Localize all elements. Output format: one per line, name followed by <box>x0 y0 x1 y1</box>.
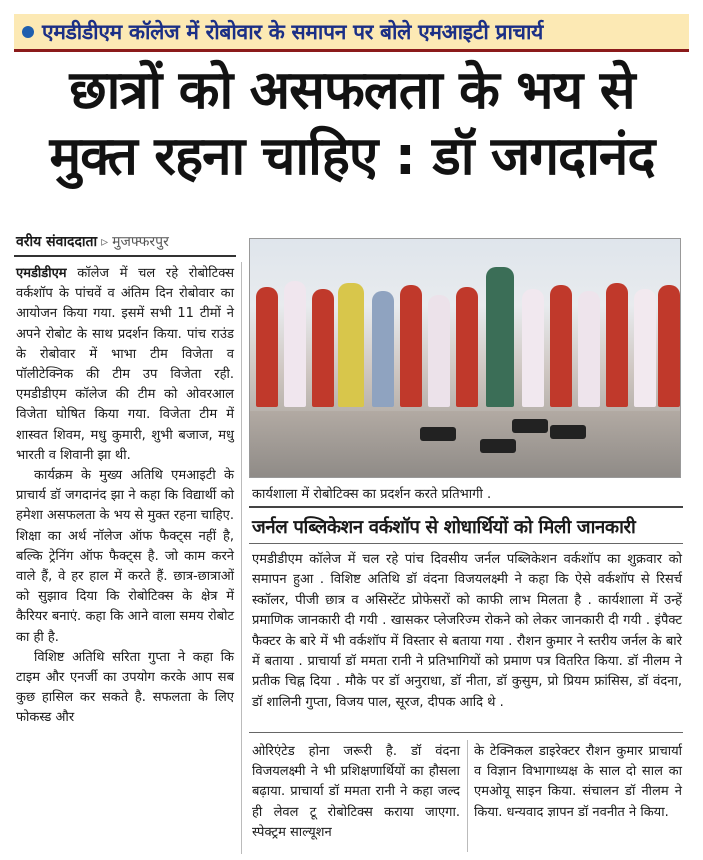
bottom-column-divider <box>467 740 468 852</box>
photo-figure <box>372 291 394 407</box>
photo-figure <box>486 267 514 407</box>
main-headline <box>14 58 690 190</box>
kicker-text: एमडीडीएम कॉलेज में रोबोवार के समापन पर बोले एमआइटी प्राचार्य <box>42 19 543 44</box>
photo-figure <box>456 287 478 407</box>
left-paragraph-1-lead: एमडीडीएम <box>16 266 67 281</box>
left-paragraph-3: विशिष्ट अतिथि सरिता गुप्ता ने कहा कि टाइम और एनर्जी का उपयोग करके आप सब कुछ हासिल कर सकते है. सफलता के लिए फोकस्ड और <box>16 649 234 726</box>
robot-car <box>512 419 548 433</box>
photo-figure <box>400 285 422 407</box>
robot-car <box>480 439 516 453</box>
section-rule <box>249 506 683 508</box>
photo-figure <box>338 283 364 407</box>
event-photo <box>249 238 681 478</box>
photo-figure <box>658 285 680 407</box>
left-paragraph-2: कार्यक्रम के मुख्य अतिथि एमआइटी के प्राचार्य डॉ जगदानंद झा ने कहा कि विद्यार्थी को हमेशा असफलता के भय से मुक्त रहना चाहिए. शिक्षा का अर्थ नॉलेज ऑफ फैक्ट्स नहीं है, बल्कि ट्रेनिंग ऑफ फैक्ट्स है. जो काम करने वाले हैं, वे हर हाल में करते हैं. छात्र-छात्राओं को सुझाव दिया कि रोबोटिक्स के क्षेत्र में कैरियर बनाएं. कहा कि आने वाला समय रोबोट का ही है. <box>16 468 234 645</box>
photo-floor <box>250 411 680 478</box>
byline-author: वरीय संवाददाता <box>16 234 98 250</box>
photo-caption: कार्यशाला में रोबोटिक्स का प्रदर्शन करते प्रतिभागी . <box>252 487 492 502</box>
subarticle-paragraph: एमडीडीएम कॉलेज में चल रहे पांच दिवसीय जर्नल पब्लिकेशन वर्कशॉप का शुक्रवार को समापन हुआ . विशिष्ट अतिथि डॉ वंदना विजयलक्ष्मी ने कहा कि ऐसे वर्कशॉप से रिसर्च स्कॉलर, पीजी छात्र व असिस्टेंट प्रोफेसरों को काफी लाभ मिलता है . कार्यशाला में उन्हें प्रमाणिक जानकारी दी गयी . खासकर प्लेजरिज्म रोकने को लेकर जानकारी दी गयी . इंपैक्ट फैक्टर के बारे में भी वर्कशॉप में विस्तार से बताया गया . रौशन कुमार ने स्तरीय जर्नल के बारे में बताया . प्राचार्या डॉ ममता रानी ने प्रतिभागियों को प्रमाण पत्र वितरित किया. डॉ नीलम ने प्रतीक चिह्न दिया . मौके पर डॉ अनुराधा, डॉ नीता, डॉ कुसुम, प्रो प्रियम फ्रांसिस, डॉ वंदना, डॉ शालिनी गुप्ता, विजय पाल, सूरज, दीपक आदि थे . <box>252 552 682 710</box>
photo-figure <box>578 291 600 407</box>
byline-rule <box>14 255 236 257</box>
subarticle-body <box>252 550 682 713</box>
left-paragraph-1-text: कॉलेज में चल रहे रोबोटिक्स वर्कशॉप के पांचवें व अंतिम दिन रोबोवार का आयोजन किया गया. इसमें सभी 11 टीमों ने अपने रोबोट के साथ प्रदर्शन किया. पांच राउंड के रोबोवार में भाभा टीम विजेता व पॉलीटेक्निक की टीम उप विजेता रही. एमडीडीएम कॉलेज की टीम को ओवरआल विजेता घोषित किया गया. विजेता टीम में शास्वत शिवम, मधु कुमारी, शुभी बजाज, मधु भारती व शिवानी झा थी. <box>16 266 234 463</box>
photo-figure <box>256 287 278 407</box>
continuation-column-1 <box>252 742 460 843</box>
byline-city: मुजफ्फरपुर <box>112 234 169 250</box>
byline <box>16 232 169 251</box>
photo-figure <box>284 281 306 407</box>
continuation-text-1: ओरिएंटेड होना जरूरी है. डॉ वंदना विजयलक्ष्मी ने भी प्रशिक्षणार्थियों का हौसला बढ़ाया. प्राचार्या डॉ ममता रानी ने कहा जल्द ही लेवल टू रोबोटिक्स कराया जाएगा. स्पेक्ट्रम साल्यूशन <box>252 744 460 840</box>
photo-figure <box>550 285 572 407</box>
headline-line-2: मुक्त रहना चाहिए : डॉ जगदानंद <box>49 126 655 187</box>
triangle-separator-icon: ▹ <box>101 234 109 250</box>
continuation-rule <box>249 732 683 733</box>
column-divider <box>241 262 242 854</box>
kicker-banner <box>14 14 689 52</box>
left-paragraph-1 <box>16 264 234 466</box>
left-column-article <box>16 264 234 729</box>
headline-line-1: छात्रों को असफलता के भय से <box>69 60 635 121</box>
photo-figure <box>428 295 450 407</box>
continuation-column-2 <box>474 742 682 823</box>
robot-car <box>420 427 456 441</box>
subheadline-rule <box>249 543 683 544</box>
photo-figure <box>312 289 334 407</box>
robot-car <box>550 425 586 439</box>
photo-figure <box>634 289 656 407</box>
bullet-dot-icon <box>22 26 34 38</box>
subarticle-headline: जर्नल पब्लिकेशन वर्कशॉप से शोधार्थियों को मिली जानकारी <box>252 517 636 538</box>
continuation-text-2: के टेक्निकल डाइरेक्टर रौशन कुमार प्राचार्या व विज्ञान विभागाध्यक्ष के साल दो साल का एमओयू साइन किया. संचालन डॉ नीलम ने किया. धन्यवाद ज्ञापन डॉ नवनीत ने किया. <box>474 744 682 820</box>
photo-figure <box>606 283 628 407</box>
photo-figure <box>522 289 544 407</box>
